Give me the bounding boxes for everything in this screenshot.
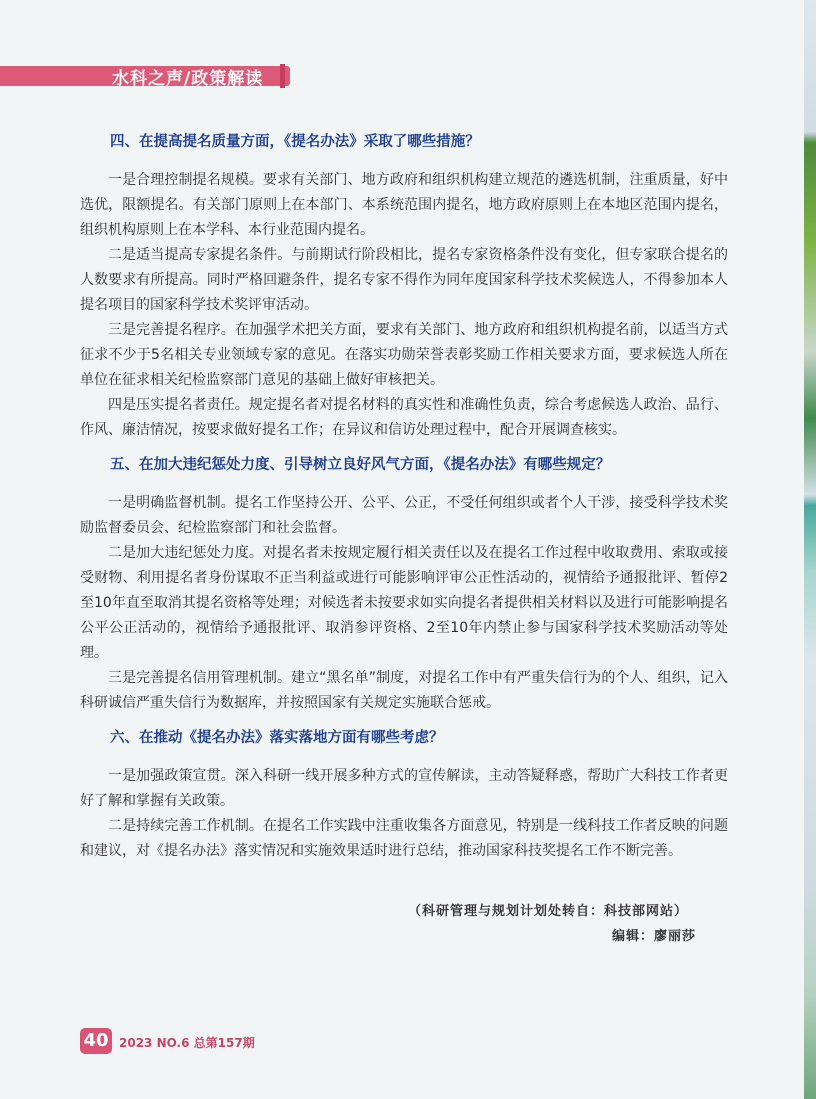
article-body [80, 128, 728, 868]
page-number: 40 [80, 1028, 112, 1054]
paragraph: 二是持续完善工作机制。在提名工作实践中注重收集各方面意见，特别是一线科技工作者反映的问题和建议，对《提名办法》落实情况和实施效果适时进行总结，推动国家科技奖提名工作不断完善。 [80, 818, 728, 859]
editor-credit: 编辑：廖丽莎 [612, 929, 697, 944]
paragraph: 一是明确监督机制。提名工作坚持公开、公平、公正，不受任何组织或者个人干涉，接受科学技术奖励监督委员会、纪检监察部门和社会监督。 [80, 495, 728, 536]
paragraph: 一是加强政策宣贯。深入科研一线开展多种方式的宣传解读，主动答疑释惑，帮助广大科技工作者更好了解和掌握有关政策。 [80, 768, 728, 809]
section-paragraphs [80, 491, 728, 716]
issue-label: 2023 NO.6 总第157期 [119, 1036, 255, 1050]
section-paragraphs [80, 764, 728, 864]
section-heading: 五、在加大违纪惩处力度、引导树立良好风气方面，《提名办法》有哪些规定？ [110, 457, 611, 473]
section-heading: 六、在推动《提名办法》落实落地方面有哪些考虑？ [110, 730, 444, 746]
paragraph: 三是完善提名程序。在加强学术把关方面，要求有关部门、地方政府和组织机构提名前，以适当方式征求不少于5名相关专业领域专家的意见。在落实功勋荣誉表彰奖励工作相关要求方面，要求候选人所在单位在征求相关纪检监察部门意见的基础上做好审核把关。 [80, 322, 728, 388]
page-edge-strip [804, 0, 816, 1099]
section-header-title: 水科之声/政策解读 [112, 69, 264, 89]
section-heading: 四、在提高提名质量方面，《提名办法》采取了哪些措施？ [110, 134, 480, 150]
paragraph: 二是加大违纪惩处力度。对提名者未按规定履行相关责任以及在提名工作过程中收取费用、索取或接受财物、利用提名者身份谋取不正当利益或进行可能影响评审公正性活动的，视情给予通报批评、暂停2至10年直至取消其提名资格等处理；对候选者未按要求如实向提名者提供相关材料以及进行可能影响提名公平公正活动的，视情给予通报批评、取消参评资格、2至10年内禁止参与国家科学技术奖励活动等处理。 [80, 545, 728, 661]
paragraph: 一是合理控制提名规模。要求有关部门、地方政府和组织机构建立规范的遴选机制，注重质量，好中选优，限额提名。有关部门原则上在本部门、本系统范围内提名，地方政府原则上在本地区范围内提名，组织机构原则上在本学科、本行业范围内提名。 [80, 172, 728, 238]
paragraph: 二是适当提高专家提名条件。与前期试行阶段相比，提名专家资格条件没有变化，但专家联合提名的人数要求有所提高。同时严格回避条件，提名专家不得作为同年度国家科学技术奖候选人，不得参加本人提名项目的国家科学技术奖评审活动。 [80, 247, 728, 313]
source-note: （科研管理与规划计划处转自：科技部网站） [408, 904, 689, 919]
header-tick [280, 64, 285, 88]
section-paragraphs [80, 168, 728, 443]
paragraph: 三是完善提名信用管理机制。建立“黑名单”制度，对提名工作中有严重失信行为的个人、组织，记入科研诚信严重失信行为数据库，并按照国家有关规定实施联合惩戒。 [80, 670, 728, 711]
paragraph: 四是压实提名者责任。规定提名者对提名材料的真实性和准确性负责，综合考虑候选人政治、品行、作风、廉洁情况，按要求做好提名工作；在异议和信访处理过程中，配合开展调查核实。 [80, 397, 728, 438]
